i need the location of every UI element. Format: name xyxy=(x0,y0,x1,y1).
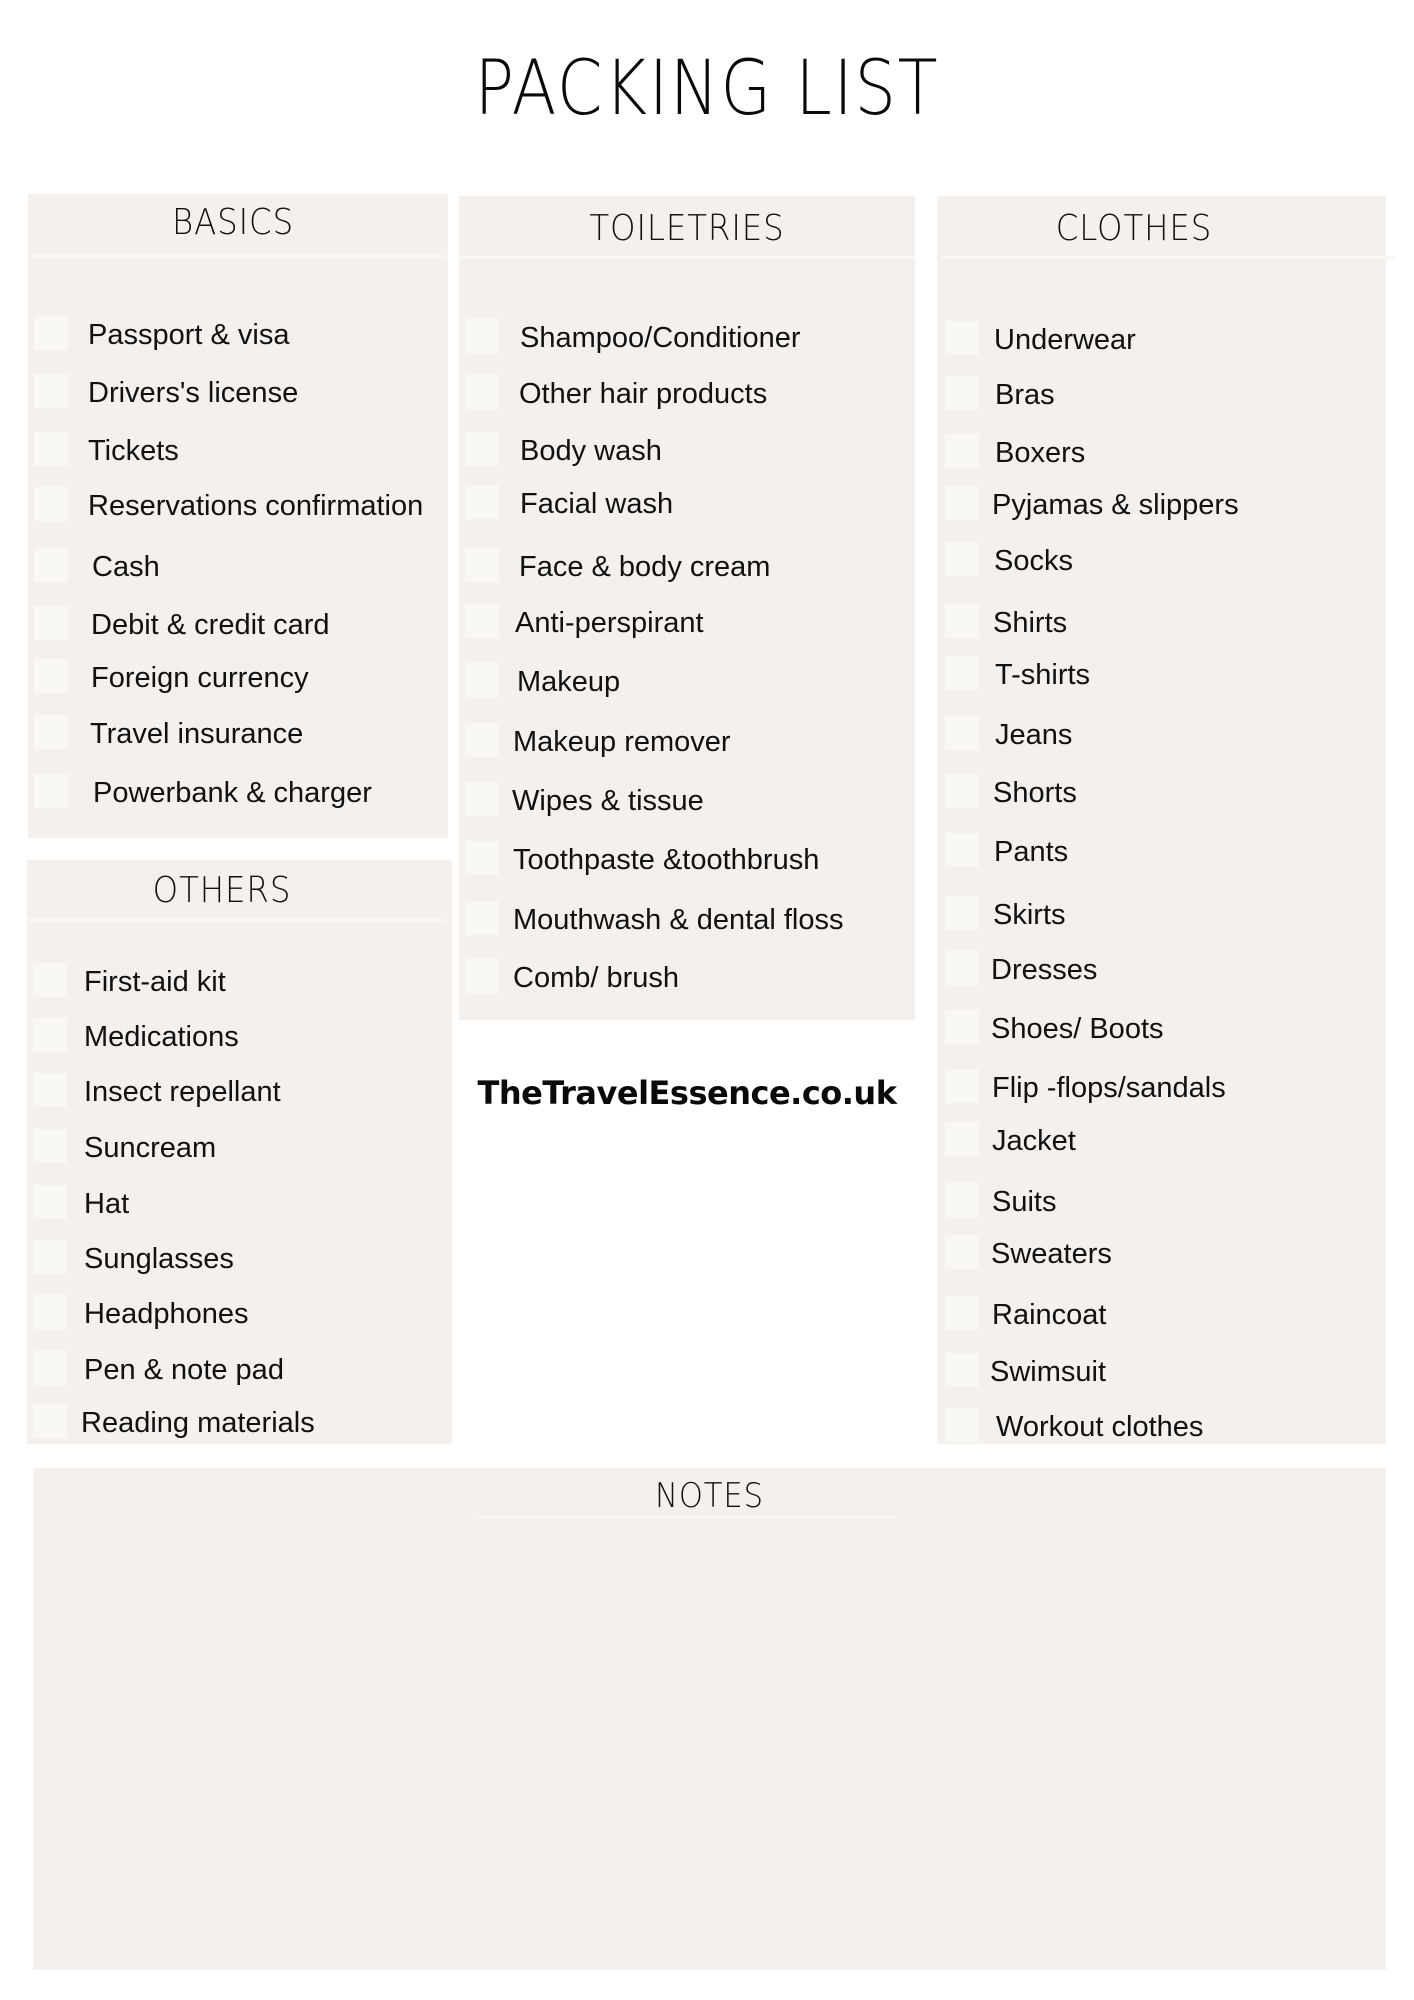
checklist-item[interactable] xyxy=(459,904,915,947)
checklist-item[interactable] xyxy=(28,609,448,652)
item-label: Jacket xyxy=(992,1125,1076,1157)
checkbox[interactable] xyxy=(465,548,499,582)
item-label: Toothpaste &toothbrush xyxy=(513,844,820,876)
item-label: Pyjamas & slippers xyxy=(992,489,1239,521)
checklist-item[interactable] xyxy=(27,1354,452,1397)
checkbox[interactable] xyxy=(465,604,499,638)
notes-area[interactable] xyxy=(53,1538,1366,1950)
checkbox[interactable] xyxy=(465,319,499,353)
checklist-item[interactable] xyxy=(28,319,448,362)
checklist-item[interactable] xyxy=(459,488,915,531)
checkbox[interactable] xyxy=(945,321,979,355)
basics-panel xyxy=(28,194,448,838)
item-label: Jeans xyxy=(995,719,1073,751)
item-label: Cash xyxy=(92,551,160,583)
checklist-item[interactable] xyxy=(28,435,448,478)
checkbox[interactable] xyxy=(945,1353,979,1387)
checklist-item[interactable] xyxy=(459,726,915,769)
notes-panel xyxy=(33,1468,1386,1970)
item-label: Pants xyxy=(994,836,1069,868)
checkbox[interactable] xyxy=(465,663,499,697)
checklist-item[interactable] xyxy=(459,844,915,887)
toiletries-panel xyxy=(459,196,915,1020)
item-label: Skirts xyxy=(993,899,1066,931)
item-label: Boxers xyxy=(995,437,1086,469)
others-heading: OTHERS xyxy=(152,870,292,911)
checkbox[interactable] xyxy=(945,951,979,985)
basics-heading: BASICS xyxy=(171,202,295,243)
checkbox[interactable] xyxy=(945,833,979,867)
checkbox[interactable] xyxy=(465,841,499,875)
item-label: Workout clothes xyxy=(996,1411,1204,1443)
checklist-item[interactable] xyxy=(27,1407,452,1450)
item-label: Flip -flops/sandals xyxy=(992,1072,1226,1104)
checkbox[interactable] xyxy=(34,432,68,466)
item-label: Suncream xyxy=(84,1132,217,1164)
item-label: Dresses xyxy=(991,954,1098,986)
checklist-item[interactable] xyxy=(937,1238,1386,1281)
checkbox[interactable] xyxy=(945,774,979,808)
item-label: Shampoo/Conditioner xyxy=(520,322,801,354)
item-label: Makeup xyxy=(517,666,621,698)
checkbox[interactable] xyxy=(33,1240,67,1274)
checkbox[interactable] xyxy=(33,1129,67,1163)
checkbox[interactable] xyxy=(33,1073,67,1107)
checklist-item[interactable] xyxy=(937,437,1386,480)
item-label: Comb/ brush xyxy=(513,962,680,994)
checklist-item[interactable] xyxy=(937,489,1386,532)
item-label: Drivers's license xyxy=(88,377,299,409)
item-label: Body wash xyxy=(520,435,662,467)
checklist-item[interactable] xyxy=(937,777,1386,820)
checklist-item[interactable] xyxy=(937,1411,1386,1454)
checkbox[interactable] xyxy=(945,1296,979,1330)
item-label: Pen & note pad xyxy=(84,1354,284,1386)
checklist-item[interactable] xyxy=(27,1132,452,1175)
checkbox[interactable] xyxy=(945,1069,979,1103)
others-panel xyxy=(27,860,452,1444)
checkbox[interactable] xyxy=(945,1408,979,1442)
checklist-item[interactable] xyxy=(27,1298,452,1341)
item-label: Reading materials xyxy=(81,1407,315,1439)
item-label: Socks xyxy=(994,545,1073,577)
checklist-item[interactable] xyxy=(937,1186,1386,1229)
checklist-item[interactable] xyxy=(27,1188,452,1231)
checklist-item[interactable] xyxy=(459,551,915,594)
checkbox[interactable] xyxy=(465,782,499,816)
checklist-item[interactable] xyxy=(937,545,1386,588)
item-label: Wipes & tissue xyxy=(512,785,704,817)
checklist-item[interactable] xyxy=(27,1243,452,1286)
checkbox[interactable] xyxy=(34,548,68,582)
checklist-item[interactable] xyxy=(937,899,1386,942)
checkbox[interactable] xyxy=(945,1183,979,1217)
toiletries-divider xyxy=(459,256,915,259)
checkbox[interactable] xyxy=(945,1010,979,1044)
toiletries-heading: TOILETRIES xyxy=(589,208,785,249)
item-label: Underwear xyxy=(994,324,1136,356)
item-label: Reservations confirmation xyxy=(88,490,424,522)
checkbox[interactable] xyxy=(33,963,67,997)
item-label: Foreign currency xyxy=(91,662,309,694)
item-label: First-aid kit xyxy=(84,966,226,998)
checkbox[interactable] xyxy=(33,1404,67,1438)
checkbox[interactable] xyxy=(945,604,979,638)
notes-heading: NOTES xyxy=(655,1476,764,1516)
checkbox[interactable] xyxy=(945,542,979,576)
checklist-item[interactable] xyxy=(28,718,448,761)
checklist-item[interactable] xyxy=(27,1076,452,1119)
item-label: Travel insurance xyxy=(90,718,304,750)
checklist-item[interactable] xyxy=(459,666,915,709)
checklist-item[interactable] xyxy=(27,966,452,1009)
checklist-item[interactable] xyxy=(27,1021,452,1064)
checkbox[interactable] xyxy=(34,316,68,350)
checkbox[interactable] xyxy=(34,487,68,521)
checkbox[interactable] xyxy=(465,485,499,519)
checklist-item[interactable] xyxy=(28,662,448,705)
checklist-item[interactable] xyxy=(937,379,1386,422)
clothes-heading: CLOTHES xyxy=(1055,208,1213,249)
checklist-item[interactable] xyxy=(937,1356,1386,1399)
item-label: Headphones xyxy=(84,1298,249,1330)
checklist-item[interactable] xyxy=(28,551,448,594)
item-label: Makeup remover xyxy=(513,726,731,758)
item-label: Bras xyxy=(995,379,1055,411)
checkbox[interactable] xyxy=(945,376,979,410)
basics-divider xyxy=(32,255,444,258)
website-link[interactable]: TheTravelEssence.co.uk xyxy=(477,1074,897,1112)
notes-divider xyxy=(478,1516,896,1519)
checkbox[interactable] xyxy=(945,896,979,930)
item-label: Passport & visa xyxy=(88,319,290,351)
checklist-item[interactable] xyxy=(937,719,1386,762)
checkbox[interactable] xyxy=(945,1122,979,1156)
page-title: PACKING LIST xyxy=(474,43,940,132)
checkbox[interactable] xyxy=(945,656,979,690)
checklist-item[interactable] xyxy=(937,659,1386,702)
checkbox[interactable] xyxy=(34,374,68,408)
checkbox[interactable] xyxy=(465,432,499,466)
checklist-item[interactable] xyxy=(937,1299,1386,1342)
item-label: Mouthwash & dental floss xyxy=(513,904,844,936)
item-label: Swimsuit xyxy=(990,1356,1107,1388)
checkbox[interactable] xyxy=(465,375,499,409)
item-label: Raincoat xyxy=(992,1299,1107,1331)
item-label: Shorts xyxy=(993,777,1077,809)
checkbox[interactable] xyxy=(33,1295,67,1329)
checkbox[interactable] xyxy=(465,901,499,935)
item-label: Other hair products xyxy=(519,378,768,410)
checkbox[interactable] xyxy=(33,1018,67,1052)
checklist-item[interactable] xyxy=(937,836,1386,879)
checklist-item[interactable] xyxy=(459,435,915,478)
checklist-item[interactable] xyxy=(937,324,1386,367)
item-label: Face & body cream xyxy=(519,551,771,583)
checklist-item[interactable] xyxy=(28,777,448,820)
checklist-item[interactable] xyxy=(459,962,915,1005)
others-divider xyxy=(29,919,444,922)
item-label: Facial wash xyxy=(520,488,674,520)
checkbox[interactable] xyxy=(465,723,499,757)
item-label: Sweaters xyxy=(991,1238,1112,1270)
checkbox[interactable] xyxy=(34,659,68,693)
checklist-item[interactable] xyxy=(28,490,448,533)
checkbox[interactable] xyxy=(33,1185,67,1219)
checkbox[interactable] xyxy=(34,774,68,808)
item-label: Hat xyxy=(84,1188,130,1220)
checklist-item[interactable] xyxy=(937,1072,1386,1115)
checkbox[interactable] xyxy=(945,486,979,520)
item-label: Shoes/ Boots xyxy=(991,1013,1164,1045)
checklist-item[interactable] xyxy=(937,1013,1386,1056)
checkbox[interactable] xyxy=(945,434,979,468)
checklist-item[interactable] xyxy=(459,322,915,365)
checkbox[interactable] xyxy=(34,606,68,640)
checklist-item[interactable] xyxy=(937,607,1386,650)
checklist-item[interactable] xyxy=(937,1125,1386,1168)
checklist-item[interactable] xyxy=(459,607,915,650)
checkbox[interactable] xyxy=(945,716,979,750)
item-label: Shirts xyxy=(993,607,1068,639)
item-label: Suits xyxy=(992,1186,1057,1218)
checkbox[interactable] xyxy=(33,1351,67,1385)
checklist-item[interactable] xyxy=(937,954,1386,997)
checklist-item[interactable] xyxy=(28,377,448,420)
checklist-item[interactable] xyxy=(459,378,915,421)
checklist-item[interactable] xyxy=(459,785,915,828)
item-label: Debit & credit card xyxy=(91,609,330,641)
item-label: Powerbank & charger xyxy=(93,777,372,809)
checkbox[interactable] xyxy=(465,959,499,993)
item-label: Insect repellant xyxy=(84,1076,281,1108)
item-label: T-shirts xyxy=(995,659,1091,691)
item-label: Tickets xyxy=(88,435,179,467)
item-label: Medications xyxy=(84,1021,239,1053)
item-label: Anti-perspirant xyxy=(515,607,704,639)
checkbox[interactable] xyxy=(945,1235,979,1269)
checkbox[interactable] xyxy=(34,715,68,749)
item-label: Sunglasses xyxy=(84,1243,234,1275)
clothes-divider xyxy=(941,256,1396,259)
clothes-panel xyxy=(937,196,1386,1444)
